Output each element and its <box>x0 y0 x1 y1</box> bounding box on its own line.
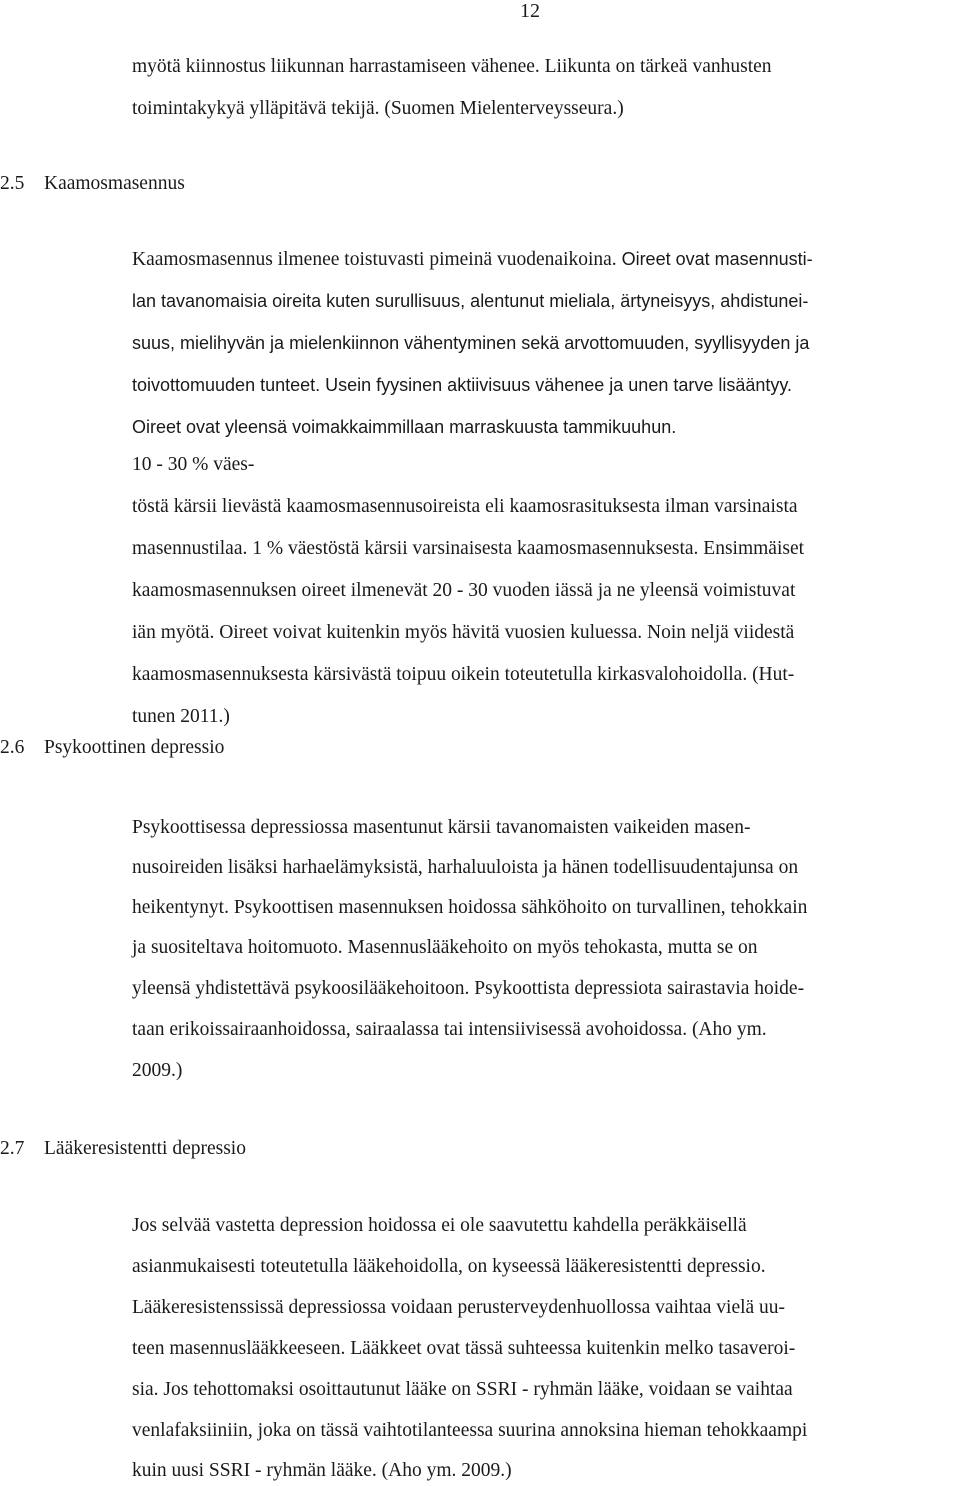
text-line: yleensä yhdistettävä psykoosilääkehoitoon. Psykoottista depressiota sairastavia hoide- <box>132 978 805 999</box>
text-line: Jos selvää vastetta depression hoidossa ei ole saavutettu kahdella peräkkäisellä <box>132 1215 747 1236</box>
section-title: Psykoottinen depressio <box>44 737 225 758</box>
text-line: nusoireiden lisäksi harhaelämyksistä, harhaluuloista ja hänen todellisuudentajunsa on <box>132 857 799 878</box>
text-line <box>132 246 813 273</box>
text-line: taan erikoissairaanhoidossa, sairaalassa tai intensiivisessä avohoidossa. (Aho ym. <box>132 1019 767 1040</box>
text-line: kaamosmasennuksesta kärsivästä toipuu oikein toteutetulla kirkasvalohoidolla. (Hut- <box>132 664 795 685</box>
section-number: 2.5 <box>0 173 25 194</box>
section-title: Kaamosmasennus <box>44 173 185 194</box>
section-number: 2.7 <box>0 1138 25 1159</box>
text-span: Kaamosmasennus ilmenee toistuvasti pimeinä vuodenaikoina. <box>132 249 617 270</box>
text-line: Lääkeresistenssissä depressiossa voidaan perusterveydenhuollossa vaihtaa vielä uu- <box>132 1297 786 1318</box>
text-line: kaamosmasennuksen oireet ilmenevät 20 - 30 vuoden iässä ja ne yleensä voimistuvat <box>132 580 796 601</box>
text-line: venlafaksiiniin, joka on tässä vaihtotilanteessa suurina annoksina hieman tehokkaampi <box>132 1420 808 1441</box>
text-line: kuin uusi SSRI - ryhmän lääke. (Aho ym. 2009.) <box>132 1460 512 1481</box>
text-line: suus, mielihyvän ja mielenkiinnon vähentyminen sekä arvottomuuden, syyllisyyden ja <box>132 333 810 353</box>
text-line: toimintakykyä ylläpitävä tekijä. (Suomen Mielenterveysseura.) <box>132 98 624 119</box>
text-line: masennustilaa. 1 % väestöstä kärsii varsinaisesta kaamosmasennuksesta. Ensimmäiset <box>132 538 805 559</box>
text-span: Oireet ovat masennusti- <box>621 249 813 269</box>
text-line: Oireet ovat yleensä voimakkaimmillaan marraskuusta tammikuuhun. <box>132 417 677 437</box>
text-span: 10 - 30 % väes- <box>132 454 255 475</box>
text-line: lan tavanomaisia oireita kuten surullisuus, alentunut mieliala, ärtyneisyys, ahdistunei- <box>132 291 809 311</box>
text-line: Psykoottisessa depressiossa masentunut kärsii tavanomaisten vaikeiden masen- <box>132 817 751 838</box>
text-line: myötä kiinnostus liikunnan harrastamiseen vähenee. Liikunta on tärkeä vanhusten <box>132 56 772 77</box>
section-number: 2.6 <box>0 737 25 758</box>
section-title: Lääkeresistentti depressio <box>44 1138 246 1159</box>
text-line: 2009.) <box>132 1060 183 1081</box>
section-heading-2-5 <box>0 171 185 197</box>
text-line: heikentynyt. Psykoottisen masennuksen hoidossa sähköhoito on turvallinen, tehokkain <box>132 897 808 918</box>
page-number: 12 <box>520 0 540 22</box>
section-heading-2-6 <box>0 735 224 761</box>
section-heading-2-7 <box>0 1136 246 1162</box>
text-line: iän myötä. Oireet voivat kuitenkin myös hävitä vuosien kuluessa. Noin neljä viidestä <box>132 622 795 643</box>
text-line: töstä kärsii lievästä kaamosmasennusoireista eli kaamosrasituksesta ilman varsinaista <box>132 496 798 517</box>
text-line: toivottomuuden tunteet. Usein fyysinen aktiivisuus vähenee ja unen tarve lisääntyy. <box>132 375 793 395</box>
text-line: sia. Jos tehottomaksi osoittautunut lääke on SSRI - ryhmän lääke, voidaan se vaihtaa <box>132 1379 793 1400</box>
text-line <box>132 452 254 478</box>
text-line: ja suositeltava hoitomuoto. Masennuslääkehoito on myös tehokasta, mutta se on <box>132 937 758 958</box>
text-line: asianmukaisesti toteutetulla lääkehoidolla, on kyseessä lääkeresistentti depressio. <box>132 1256 766 1277</box>
text-line: teen masennuslääkkeeseen. Lääkkeet ovat tässä suhteessa kuitenkin melko tasaveroi- <box>132 1338 796 1359</box>
text-line: tunen 2011.) <box>132 706 230 727</box>
